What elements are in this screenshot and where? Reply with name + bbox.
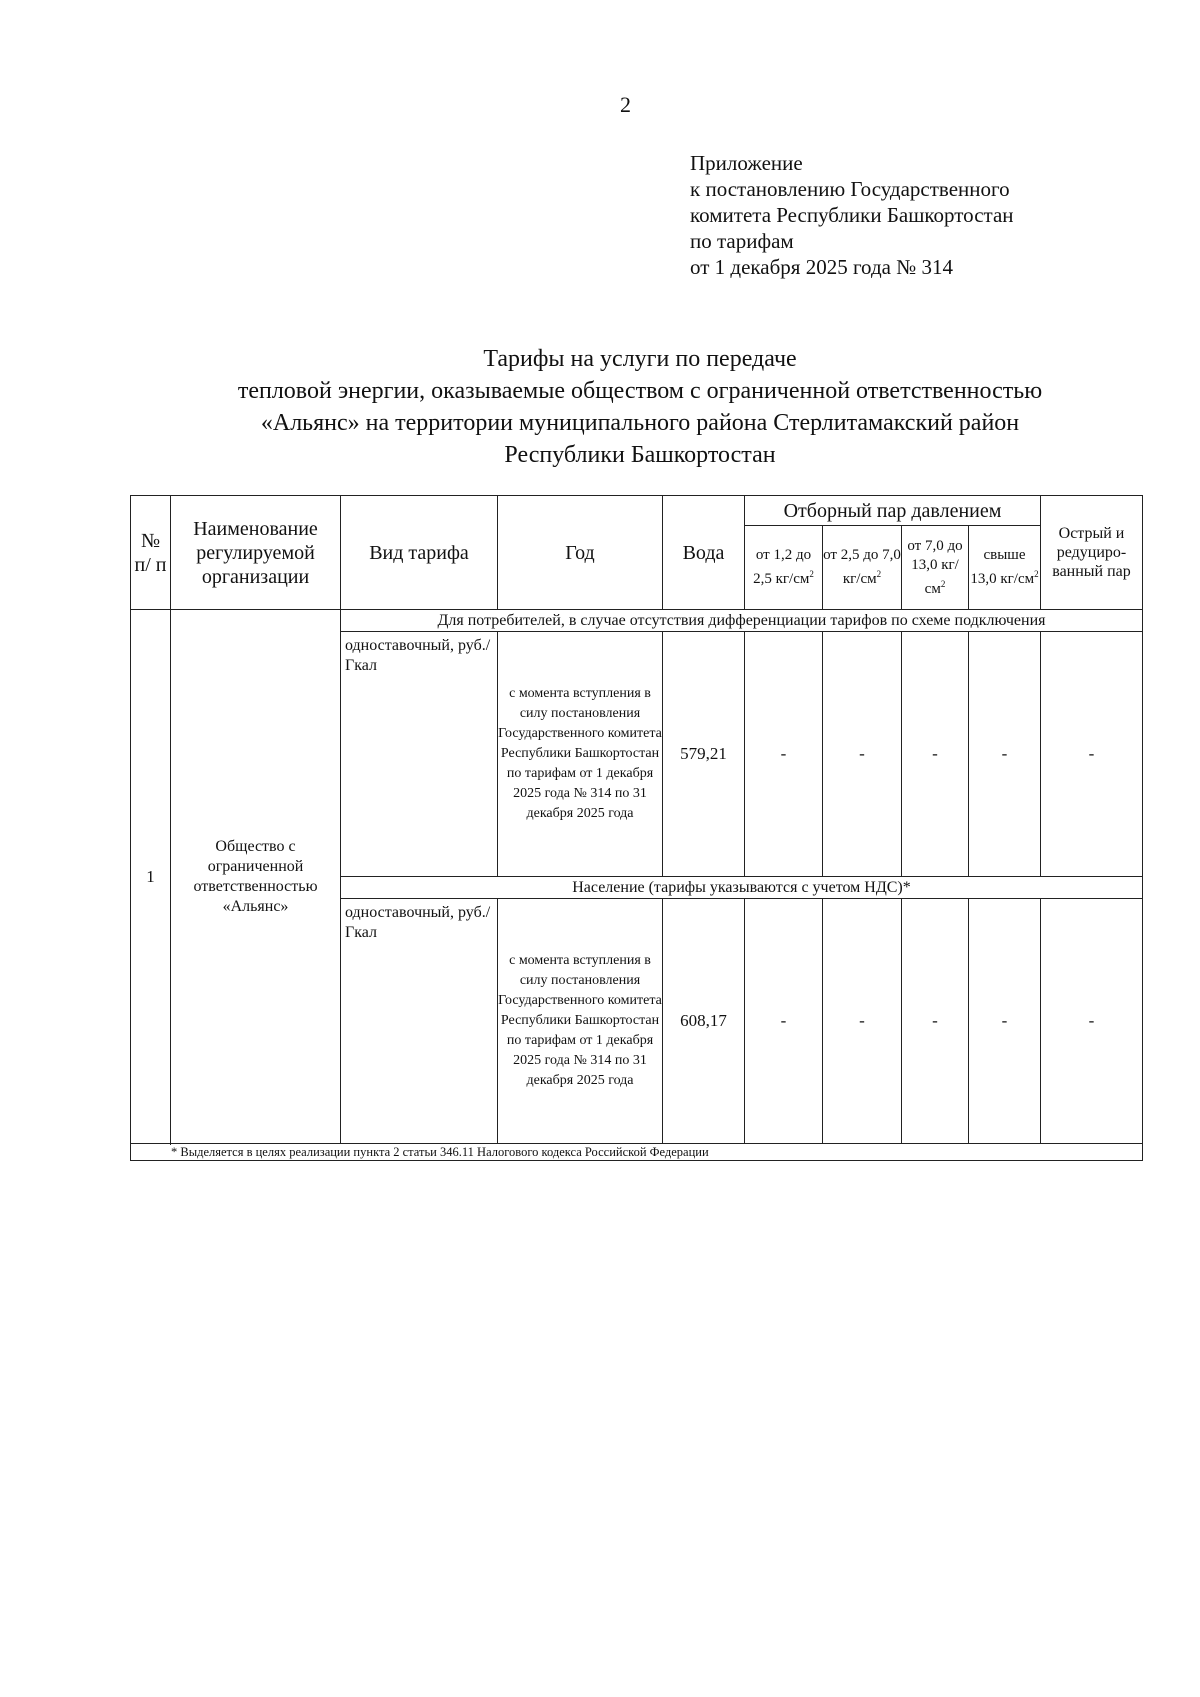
appendix-line: Приложение — [690, 151, 803, 175]
steam-1-value: - — [745, 899, 823, 1144]
header-steam-group: Отборный пар давлением — [745, 496, 1041, 526]
header-year: Год — [498, 496, 663, 610]
steam-1-value: - — [745, 632, 823, 877]
appendix-line: по тарифам — [690, 229, 794, 253]
tariff-type: одноставочный, руб./Гкал — [341, 632, 498, 877]
tariff-period: с момента вступления в силу постановления Государственного комитета Республики Башкортостан по тарифам от 1 декабря 2025 года № 314 по 31 декабря 2025 года — [498, 632, 663, 877]
header-org: Наименование регулируемой организации — [171, 496, 341, 610]
title-line: «Альянс» на территории муниципального района Стерлитамакский район — [260, 410, 1020, 436]
tariff-table — [130, 495, 1143, 1161]
header-steam-1: от 1,2 до 2,5 $кг/см^2$ — [745, 526, 823, 610]
header-steam-2: от 2,5 до 7,0 $кг/см^2$ — [823, 526, 902, 610]
sharp-steam-value: - — [1041, 632, 1143, 877]
row-number: 1 — [131, 610, 171, 1144]
section-caption: Население (тарифы указываются с учетом НДС)* — [341, 877, 1143, 899]
appendix-line: к постановлению Государственного — [690, 177, 1010, 201]
header-steam-3: от 7,0 до 13,0 $кг/см^2$ — [902, 526, 969, 610]
appendix-block — [690, 150, 1014, 280]
title-line: Тарифы на услуги по передаче — [483, 346, 797, 372]
steam-4-value: - — [969, 899, 1041, 1144]
steam-2-value: - — [823, 899, 902, 1144]
document-title — [130, 343, 1150, 471]
appendix-line: от 1 декабря 2025 года № 314 — [690, 255, 953, 279]
water-value: 608,17 — [663, 899, 745, 1144]
header-tariff-type: Вид тарифа — [341, 496, 498, 610]
header-water: Вода — [663, 496, 745, 610]
appendix-line: комитета Республики Башкортостан — [690, 203, 1014, 227]
header-num: № п/ п — [131, 496, 171, 610]
title-line: тепловой энергии, оказываемые обществом с ограниченной ответственностью — [237, 378, 1043, 404]
sharp-steam-value: - — [1041, 899, 1143, 1144]
title-line: Республики Башкортостан — [504, 442, 776, 468]
tariff-period: с момента вступления в силу постановления Государственного комитета Республики Башкортостан по тарифам от 1 декабря 2025 года № 314 по 31 декабря 2025 года — [498, 899, 663, 1144]
steam-4-value: - — [969, 632, 1041, 877]
section-caption: Для потребителей, в случае отсутствия дифференциации тарифов по схеме подключения — [341, 610, 1143, 632]
steam-2-value: - — [823, 632, 902, 877]
header-sharp-steam: Острый и редуциро-ванный пар — [1041, 496, 1143, 610]
header-steam-4: свыше 13,0 $кг/см^2$ — [969, 526, 1041, 610]
footnote: * Выделяется в целях реализации пункта 2 статьи 346.11 Налогового кодекса Российской Федерации — [131, 1144, 1143, 1161]
steam-3-value: - — [902, 899, 969, 1144]
page-number: 2 — [620, 92, 631, 117]
steam-3-value: - — [902, 632, 969, 877]
tariff-type: одноставочный, руб./Гкал — [341, 899, 498, 1144]
water-value: 579,21 — [663, 632, 745, 877]
org-name: Общество с ограниченной ответственностью «Альянс» — [171, 610, 341, 1144]
